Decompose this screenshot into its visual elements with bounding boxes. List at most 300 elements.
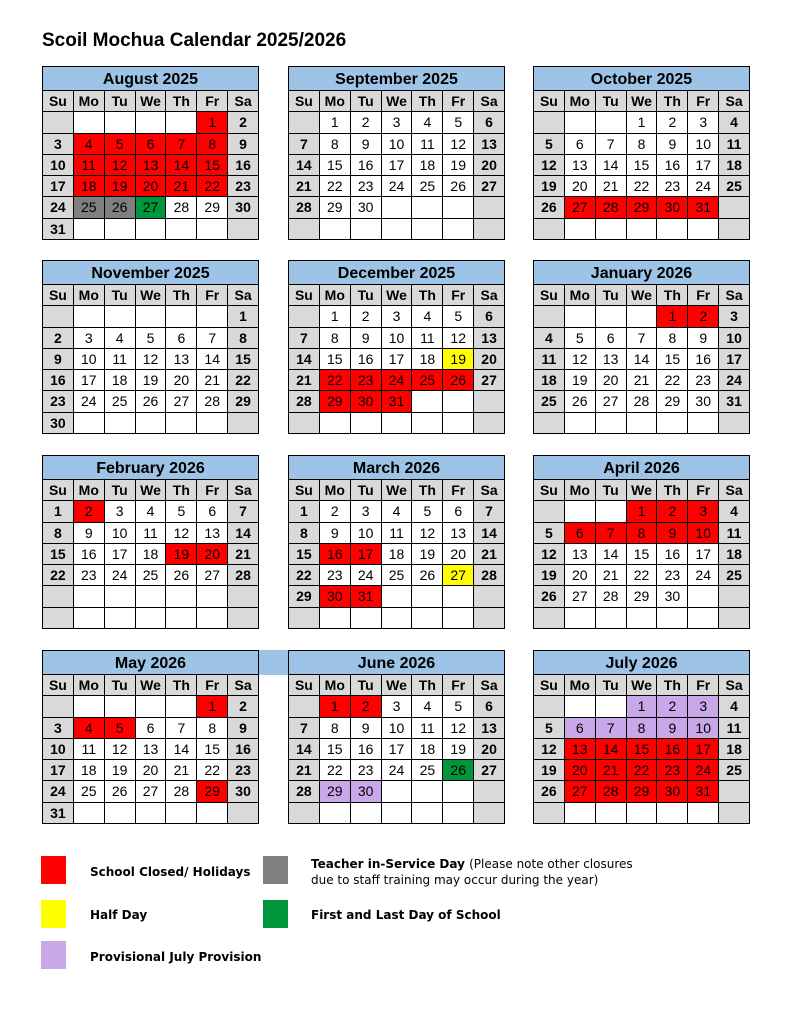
day-cell: 12 bbox=[412, 523, 443, 544]
weekday-header: Mo bbox=[320, 675, 351, 696]
day-cell: 4 bbox=[719, 501, 750, 522]
day-cell: 3 bbox=[382, 112, 413, 133]
day-cell: 9 bbox=[657, 718, 688, 739]
empty-cell bbox=[627, 219, 658, 240]
empty-cell bbox=[382, 781, 413, 802]
empty-cell bbox=[534, 608, 565, 629]
day-cell: 29 bbox=[197, 781, 228, 802]
day-cell: 25 bbox=[382, 565, 413, 586]
day-cell: 23 bbox=[657, 176, 688, 197]
day-cell: 25 bbox=[74, 197, 105, 218]
weekday-header: Su bbox=[289, 480, 320, 501]
empty-cell bbox=[627, 608, 658, 629]
weekday-header: Sa bbox=[719, 675, 750, 696]
day-cell: 14 bbox=[166, 739, 197, 760]
weekday-header: Sa bbox=[228, 480, 259, 501]
day-cell: 31 bbox=[43, 219, 74, 240]
day-cell: 3 bbox=[351, 501, 382, 522]
weekday-header: Su bbox=[43, 91, 74, 112]
day-cell: 17 bbox=[105, 544, 136, 565]
day-cell: 28 bbox=[596, 586, 627, 607]
empty-cell bbox=[412, 608, 443, 629]
day-cell: 4 bbox=[412, 306, 443, 327]
empty-cell bbox=[289, 413, 320, 434]
empty-cell bbox=[43, 306, 74, 327]
day-cell: 26 bbox=[166, 565, 197, 586]
day-cell: 10 bbox=[688, 134, 719, 155]
day-cell: 5 bbox=[534, 134, 565, 155]
empty-cell bbox=[412, 586, 443, 607]
day-cell: 8 bbox=[657, 328, 688, 349]
empty-cell bbox=[382, 586, 413, 607]
day-cell: 3 bbox=[382, 696, 413, 717]
weekday-header: Th bbox=[166, 285, 197, 306]
weekday-header: Tu bbox=[596, 91, 627, 112]
day-cell: 7 bbox=[289, 718, 320, 739]
weekday-header: Mo bbox=[74, 91, 105, 112]
day-cell: 1 bbox=[657, 306, 688, 327]
empty-cell bbox=[166, 608, 197, 629]
empty-cell bbox=[136, 803, 167, 824]
day-cell: 24 bbox=[351, 565, 382, 586]
day-cell: 21 bbox=[289, 176, 320, 197]
empty-cell bbox=[565, 501, 596, 522]
day-cell: 23 bbox=[228, 176, 259, 197]
day-cell: 22 bbox=[320, 370, 351, 391]
day-cell: 5 bbox=[105, 134, 136, 155]
month-title: January 2026 bbox=[534, 261, 750, 285]
day-cell: 19 bbox=[443, 349, 474, 370]
weekday-header: Fr bbox=[443, 675, 474, 696]
day-cell: 24 bbox=[688, 760, 719, 781]
day-cell: 17 bbox=[688, 544, 719, 565]
day-cell: 8 bbox=[627, 718, 658, 739]
empty-cell bbox=[382, 608, 413, 629]
day-cell: 15 bbox=[197, 155, 228, 176]
empty-cell bbox=[228, 586, 259, 607]
empty-cell bbox=[74, 219, 105, 240]
day-cell: 11 bbox=[719, 134, 750, 155]
empty-cell bbox=[197, 586, 228, 607]
day-cell: 5 bbox=[565, 328, 596, 349]
empty-cell bbox=[412, 219, 443, 240]
day-cell: 14 bbox=[596, 739, 627, 760]
weekday-header: Tu bbox=[596, 480, 627, 501]
day-cell: 7 bbox=[474, 501, 505, 522]
empty-cell bbox=[105, 696, 136, 717]
day-cell: 11 bbox=[382, 523, 413, 544]
day-cell: 23 bbox=[320, 565, 351, 586]
day-cell: 27 bbox=[443, 565, 474, 586]
empty-cell bbox=[596, 413, 627, 434]
day-cell: 12 bbox=[166, 523, 197, 544]
month-title: March 2026 bbox=[289, 456, 505, 480]
weekday-header: Sa bbox=[719, 480, 750, 501]
empty-cell bbox=[166, 586, 197, 607]
day-cell: 27 bbox=[197, 565, 228, 586]
empty-cell bbox=[719, 413, 750, 434]
day-cell: 4 bbox=[74, 134, 105, 155]
empty-cell bbox=[43, 586, 74, 607]
weekday-header: Fr bbox=[197, 91, 228, 112]
day-cell: 12 bbox=[443, 328, 474, 349]
day-cell: 14 bbox=[166, 155, 197, 176]
day-cell: 9 bbox=[74, 523, 105, 544]
day-cell: 3 bbox=[688, 501, 719, 522]
day-cell: 20 bbox=[565, 760, 596, 781]
day-cell: 2 bbox=[228, 112, 259, 133]
legend-inservice-note-1: (Please note other closures bbox=[469, 857, 633, 871]
day-cell: 17 bbox=[382, 739, 413, 760]
day-cell: 1 bbox=[43, 501, 74, 522]
weekday-header: Tu bbox=[105, 91, 136, 112]
empty-cell bbox=[289, 112, 320, 133]
weekday-header: Tu bbox=[105, 285, 136, 306]
month-calendar bbox=[533, 455, 750, 629]
day-cell: 23 bbox=[74, 565, 105, 586]
day-cell: 10 bbox=[105, 523, 136, 544]
day-cell: 13 bbox=[474, 718, 505, 739]
day-cell: 23 bbox=[351, 176, 382, 197]
empty-cell bbox=[443, 413, 474, 434]
day-cell: 8 bbox=[197, 718, 228, 739]
day-cell: 10 bbox=[382, 718, 413, 739]
day-cell: 13 bbox=[565, 155, 596, 176]
day-cell: 16 bbox=[351, 739, 382, 760]
day-cell: 12 bbox=[105, 155, 136, 176]
day-cell: 14 bbox=[474, 523, 505, 544]
legend-label-half-day: Half Day bbox=[90, 908, 148, 922]
day-cell: 10 bbox=[351, 523, 382, 544]
day-cell: 6 bbox=[197, 501, 228, 522]
weekday-header: Fr bbox=[688, 285, 719, 306]
day-cell: 30 bbox=[351, 781, 382, 802]
day-cell: 28 bbox=[474, 565, 505, 586]
day-cell: 3 bbox=[105, 501, 136, 522]
day-cell: 27 bbox=[474, 370, 505, 391]
day-cell: 4 bbox=[412, 696, 443, 717]
day-cell: 6 bbox=[474, 696, 505, 717]
empty-cell bbox=[534, 306, 565, 327]
day-cell: 26 bbox=[534, 586, 565, 607]
day-cell: 11 bbox=[719, 718, 750, 739]
day-cell: 10 bbox=[74, 349, 105, 370]
empty-cell bbox=[105, 586, 136, 607]
day-cell: 2 bbox=[74, 501, 105, 522]
empty-cell bbox=[289, 608, 320, 629]
weekday-header: Sa bbox=[474, 675, 505, 696]
day-cell: 25 bbox=[105, 391, 136, 412]
day-cell: 15 bbox=[627, 739, 658, 760]
empty-cell bbox=[657, 803, 688, 824]
weekday-header: Th bbox=[412, 91, 443, 112]
day-cell: 6 bbox=[565, 718, 596, 739]
day-cell: 9 bbox=[351, 134, 382, 155]
empty-cell bbox=[105, 306, 136, 327]
day-cell: 17 bbox=[351, 544, 382, 565]
day-cell: 15 bbox=[320, 155, 351, 176]
day-cell: 2 bbox=[43, 328, 74, 349]
day-cell: 13 bbox=[474, 328, 505, 349]
day-cell: 9 bbox=[688, 328, 719, 349]
weekday-header: Su bbox=[289, 675, 320, 696]
day-cell: 21 bbox=[289, 760, 320, 781]
empty-cell bbox=[105, 608, 136, 629]
day-cell: 13 bbox=[443, 523, 474, 544]
month-title: September 2025 bbox=[289, 67, 505, 91]
empty-cell bbox=[74, 803, 105, 824]
day-cell: 4 bbox=[534, 328, 565, 349]
empty-cell bbox=[565, 608, 596, 629]
day-cell: 26 bbox=[443, 370, 474, 391]
day-cell: 5 bbox=[105, 718, 136, 739]
day-cell: 31 bbox=[382, 391, 413, 412]
day-cell: 17 bbox=[74, 370, 105, 391]
weekday-header: Tu bbox=[596, 675, 627, 696]
empty-cell bbox=[534, 219, 565, 240]
day-cell: 1 bbox=[320, 306, 351, 327]
day-cell: 16 bbox=[228, 739, 259, 760]
empty-cell bbox=[719, 608, 750, 629]
day-cell: 7 bbox=[596, 523, 627, 544]
month-calendar bbox=[42, 260, 259, 434]
day-cell: 14 bbox=[289, 349, 320, 370]
empty-cell bbox=[412, 803, 443, 824]
day-cell: 30 bbox=[688, 391, 719, 412]
day-cell: 17 bbox=[382, 349, 413, 370]
day-cell: 1 bbox=[320, 696, 351, 717]
day-cell: 5 bbox=[534, 523, 565, 544]
weekday-header: Th bbox=[412, 285, 443, 306]
empty-cell bbox=[627, 413, 658, 434]
empty-cell bbox=[228, 413, 259, 434]
weekday-header: Tu bbox=[596, 285, 627, 306]
day-cell: 8 bbox=[43, 523, 74, 544]
day-cell: 9 bbox=[351, 328, 382, 349]
day-cell: 10 bbox=[688, 718, 719, 739]
weekday-header: Tu bbox=[351, 675, 382, 696]
day-cell: 2 bbox=[351, 112, 382, 133]
day-cell: 20 bbox=[443, 544, 474, 565]
day-cell: 27 bbox=[474, 176, 505, 197]
day-cell: 8 bbox=[320, 328, 351, 349]
empty-cell bbox=[289, 219, 320, 240]
day-cell: 5 bbox=[443, 696, 474, 717]
day-cell: 12 bbox=[136, 349, 167, 370]
day-cell: 2 bbox=[657, 696, 688, 717]
day-cell: 9 bbox=[657, 134, 688, 155]
empty-cell bbox=[136, 306, 167, 327]
day-cell: 19 bbox=[534, 176, 565, 197]
day-cell: 26 bbox=[412, 565, 443, 586]
day-cell: 9 bbox=[43, 349, 74, 370]
month-title: October 2025 bbox=[534, 67, 750, 91]
day-cell: 4 bbox=[412, 112, 443, 133]
month-calendar bbox=[42, 66, 259, 240]
day-cell: 13 bbox=[197, 523, 228, 544]
month-title: August 2025 bbox=[43, 67, 259, 91]
empty-cell bbox=[719, 197, 750, 218]
weekday-header: Mo bbox=[320, 91, 351, 112]
weekday-header: Mo bbox=[565, 285, 596, 306]
month-title: June 2026 bbox=[289, 651, 505, 675]
day-cell: 8 bbox=[627, 523, 658, 544]
day-cell: 22 bbox=[657, 370, 688, 391]
day-cell: 9 bbox=[228, 718, 259, 739]
day-cell: 21 bbox=[166, 176, 197, 197]
day-cell: 11 bbox=[74, 739, 105, 760]
day-cell: 5 bbox=[166, 501, 197, 522]
empty-cell bbox=[412, 391, 443, 412]
weekday-header: Su bbox=[534, 91, 565, 112]
empty-cell bbox=[166, 112, 197, 133]
day-cell: 27 bbox=[136, 197, 167, 218]
empty-cell bbox=[688, 586, 719, 607]
day-cell: 19 bbox=[105, 760, 136, 781]
day-cell: 6 bbox=[136, 718, 167, 739]
day-cell: 5 bbox=[443, 306, 474, 327]
empty-cell bbox=[136, 219, 167, 240]
day-cell: 8 bbox=[228, 328, 259, 349]
empty-cell bbox=[351, 608, 382, 629]
empty-cell bbox=[320, 219, 351, 240]
day-cell: 28 bbox=[289, 781, 320, 802]
empty-cell bbox=[74, 586, 105, 607]
day-cell: 20 bbox=[474, 739, 505, 760]
day-cell: 24 bbox=[719, 370, 750, 391]
day-cell: 18 bbox=[412, 739, 443, 760]
day-cell: 1 bbox=[197, 696, 228, 717]
month-calendar bbox=[42, 650, 259, 824]
empty-cell bbox=[627, 803, 658, 824]
day-cell: 31 bbox=[688, 197, 719, 218]
day-cell: 19 bbox=[136, 370, 167, 391]
empty-cell bbox=[596, 306, 627, 327]
month-calendar bbox=[288, 66, 505, 240]
day-cell: 10 bbox=[719, 328, 750, 349]
empty-cell bbox=[228, 219, 259, 240]
day-cell: 7 bbox=[596, 718, 627, 739]
day-cell: 15 bbox=[627, 544, 658, 565]
day-cell: 28 bbox=[596, 197, 627, 218]
day-cell: 17 bbox=[688, 155, 719, 176]
weekday-header: Mo bbox=[74, 285, 105, 306]
empty-cell bbox=[166, 696, 197, 717]
day-cell: 7 bbox=[289, 134, 320, 155]
legend-swatch-closed bbox=[41, 856, 66, 884]
day-cell: 19 bbox=[443, 739, 474, 760]
day-cell: 14 bbox=[596, 155, 627, 176]
weekday-header: Fr bbox=[197, 480, 228, 501]
day-cell: 17 bbox=[688, 739, 719, 760]
day-cell: 29 bbox=[627, 781, 658, 802]
header-connector bbox=[258, 650, 288, 675]
day-cell: 16 bbox=[74, 544, 105, 565]
empty-cell bbox=[382, 413, 413, 434]
weekday-header: Th bbox=[657, 480, 688, 501]
weekday-header: Fr bbox=[688, 91, 719, 112]
weekday-header: Sa bbox=[228, 285, 259, 306]
empty-cell bbox=[596, 501, 627, 522]
day-cell: 15 bbox=[320, 739, 351, 760]
day-cell: 18 bbox=[74, 760, 105, 781]
weekday-header: We bbox=[627, 675, 658, 696]
month-calendar bbox=[533, 66, 750, 240]
empty-cell bbox=[474, 781, 505, 802]
weekday-header: Fr bbox=[443, 285, 474, 306]
day-cell: 12 bbox=[534, 544, 565, 565]
empty-cell bbox=[565, 803, 596, 824]
empty-cell bbox=[197, 219, 228, 240]
weekday-header: Mo bbox=[320, 285, 351, 306]
weekday-header: Sa bbox=[228, 91, 259, 112]
weekday-header: Tu bbox=[351, 285, 382, 306]
month-title: December 2025 bbox=[289, 261, 505, 285]
day-cell: 18 bbox=[534, 370, 565, 391]
day-cell: 26 bbox=[136, 391, 167, 412]
empty-cell bbox=[136, 413, 167, 434]
day-cell: 2 bbox=[228, 696, 259, 717]
day-cell: 20 bbox=[166, 370, 197, 391]
day-cell: 31 bbox=[351, 586, 382, 607]
day-cell: 26 bbox=[443, 176, 474, 197]
day-cell: 6 bbox=[565, 523, 596, 544]
empty-cell bbox=[351, 803, 382, 824]
day-cell: 22 bbox=[197, 760, 228, 781]
day-cell: 27 bbox=[596, 391, 627, 412]
empty-cell bbox=[474, 391, 505, 412]
day-cell: 18 bbox=[719, 544, 750, 565]
day-cell: 9 bbox=[657, 523, 688, 544]
day-cell: 15 bbox=[289, 544, 320, 565]
weekday-header: Su bbox=[289, 91, 320, 112]
empty-cell bbox=[688, 608, 719, 629]
day-cell: 8 bbox=[289, 523, 320, 544]
day-cell: 30 bbox=[657, 781, 688, 802]
weekday-header: We bbox=[136, 285, 167, 306]
day-cell: 20 bbox=[474, 155, 505, 176]
weekday-header: We bbox=[136, 91, 167, 112]
day-cell: 23 bbox=[351, 370, 382, 391]
day-cell: 24 bbox=[105, 565, 136, 586]
empty-cell bbox=[382, 219, 413, 240]
day-cell: 21 bbox=[197, 370, 228, 391]
empty-cell bbox=[228, 608, 259, 629]
empty-cell bbox=[105, 219, 136, 240]
day-cell: 15 bbox=[657, 349, 688, 370]
day-cell: 14 bbox=[289, 155, 320, 176]
empty-cell bbox=[43, 608, 74, 629]
day-cell: 13 bbox=[136, 155, 167, 176]
day-cell: 25 bbox=[412, 370, 443, 391]
day-cell: 23 bbox=[43, 391, 74, 412]
empty-cell bbox=[197, 413, 228, 434]
day-cell: 22 bbox=[320, 760, 351, 781]
empty-cell bbox=[197, 608, 228, 629]
weekday-header: Th bbox=[166, 91, 197, 112]
empty-cell bbox=[688, 803, 719, 824]
day-cell: 30 bbox=[43, 413, 74, 434]
day-cell: 3 bbox=[688, 696, 719, 717]
day-cell: 30 bbox=[320, 586, 351, 607]
day-cell: 31 bbox=[719, 391, 750, 412]
day-cell: 12 bbox=[443, 134, 474, 155]
empty-cell bbox=[657, 219, 688, 240]
empty-cell bbox=[289, 306, 320, 327]
day-cell: 28 bbox=[289, 197, 320, 218]
weekday-header: Th bbox=[166, 480, 197, 501]
empty-cell bbox=[596, 696, 627, 717]
